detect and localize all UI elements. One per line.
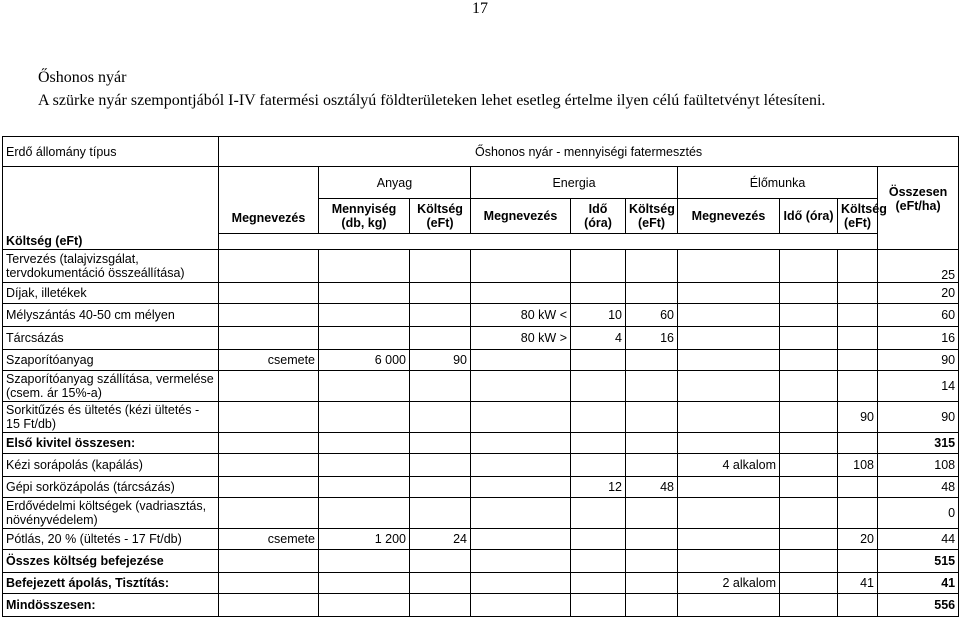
energy-cost [626, 283, 678, 304]
material-name [219, 573, 319, 594]
header-forest-type: Erdő állomány típus [3, 137, 219, 167]
energy-cost [626, 433, 678, 454]
material-name [219, 283, 319, 304]
table-row [3, 350, 959, 371]
material-quantity [319, 594, 410, 617]
table-row [3, 402, 959, 433]
table-row [3, 477, 959, 498]
material-name [219, 498, 319, 529]
row-total: 556 [878, 594, 959, 617]
header-time-energy: Idő (óra) [571, 199, 626, 234]
labour-time [780, 498, 838, 529]
material-name [219, 371, 319, 402]
labour-cost [838, 477, 878, 498]
labour-time [780, 454, 838, 477]
table-row [3, 371, 959, 402]
energy-time: 12 [571, 477, 626, 498]
header-group-labour: Élőmunka [678, 167, 878, 199]
labour-name: 2 alkalom [678, 573, 780, 594]
material-name [219, 250, 319, 283]
material-quantity [319, 304, 410, 327]
header-main: Őshonos nyár - mennyiségi fatermesztés [219, 137, 959, 167]
header-cost-label: Költség (eFt) [3, 234, 219, 250]
header-group-material: Anyag [319, 167, 471, 199]
energy-time [571, 550, 626, 573]
energy-name [471, 350, 571, 371]
material-name: csemete [219, 529, 319, 550]
table-row [3, 327, 959, 350]
labour-time [780, 327, 838, 350]
energy-name: 80 kW < [471, 304, 571, 327]
row-label: Tárcsázás [3, 327, 219, 350]
labour-cost: 41 [838, 573, 878, 594]
row-label: Tervezés (talajvizsgálat, tervdokumentáció összeállítása) [3, 250, 219, 283]
labour-cost [838, 594, 878, 617]
energy-cost [626, 350, 678, 371]
energy-cost: 16 [626, 327, 678, 350]
material-cost [410, 573, 471, 594]
material-cost [410, 402, 471, 433]
labour-name [678, 498, 780, 529]
row-label: Kézi sorápolás (kapálás) [3, 454, 219, 477]
material-quantity [319, 477, 410, 498]
row-total: 48 [878, 477, 959, 498]
material-name [219, 550, 319, 573]
material-quantity [319, 498, 410, 529]
energy-name [471, 550, 571, 573]
row-label: Szaporítóanyag szállítása, vermelése (csem. ár 15%-a) [3, 371, 219, 402]
energy-time [571, 454, 626, 477]
energy-time: 10 [571, 304, 626, 327]
energy-name [471, 454, 571, 477]
material-name: csemete [219, 350, 319, 371]
material-cost [410, 433, 471, 454]
energy-time [571, 371, 626, 402]
labour-name [678, 550, 780, 573]
row-total: 25 [878, 250, 959, 283]
labour-name [678, 594, 780, 617]
labour-time [780, 594, 838, 617]
table-row [3, 433, 959, 454]
row-total: 108 [878, 454, 959, 477]
header-quantity: Mennyiség (db, kg) [319, 199, 410, 234]
header-cost-material: Költség (eFt) [410, 199, 471, 234]
material-name [219, 594, 319, 617]
material-cost: 24 [410, 529, 471, 550]
energy-name: 80 kW > [471, 327, 571, 350]
energy-name [471, 529, 571, 550]
labour-cost [838, 304, 878, 327]
energy-time [571, 283, 626, 304]
row-total: 14 [878, 371, 959, 402]
energy-cost [626, 402, 678, 433]
header-total: Összesen (eFt/ha) [878, 167, 959, 250]
labour-name [678, 304, 780, 327]
labour-time [780, 573, 838, 594]
material-quantity [319, 327, 410, 350]
material-name [219, 402, 319, 433]
material-name [219, 433, 319, 454]
energy-cost [626, 371, 678, 402]
labour-cost [838, 283, 878, 304]
labour-cost [838, 371, 878, 402]
labour-cost [838, 350, 878, 371]
material-cost [410, 283, 471, 304]
energy-cost [626, 594, 678, 617]
row-total: 515 [878, 550, 959, 573]
labour-time [780, 477, 838, 498]
header-time-labour: Idő (óra) [780, 199, 838, 234]
energy-time [571, 402, 626, 433]
material-cost [410, 498, 471, 529]
labour-cost [838, 550, 878, 573]
material-quantity [319, 573, 410, 594]
labour-time [780, 304, 838, 327]
labour-cost [838, 250, 878, 283]
labour-cost: 108 [838, 454, 878, 477]
labour-cost: 90 [838, 402, 878, 433]
row-label: Sorkitűzés és ültetés (kézi ültetés - 15 Ft/db) [3, 402, 219, 433]
row-total: 44 [878, 529, 959, 550]
row-label: Mélyszántás 40-50 cm mélyen [3, 304, 219, 327]
header-cost-labour: Költség (eFt) [838, 199, 878, 234]
material-quantity: 1 200 [319, 529, 410, 550]
header-group-energy: Energia [471, 167, 678, 199]
labour-time [780, 402, 838, 433]
energy-time [571, 594, 626, 617]
energy-cost [626, 250, 678, 283]
labour-name [678, 529, 780, 550]
material-name [219, 327, 319, 350]
energy-time [571, 433, 626, 454]
energy-time: 4 [571, 327, 626, 350]
material-name [219, 477, 319, 498]
table-row [3, 550, 959, 573]
energy-cost: 60 [626, 304, 678, 327]
row-label: Erdővédelmi költségek (vadriasztás, növényvédelem) [3, 498, 219, 529]
energy-time [571, 350, 626, 371]
labour-time [780, 250, 838, 283]
labour-time [780, 283, 838, 304]
material-cost [410, 550, 471, 573]
energy-cost [626, 529, 678, 550]
material-cost [410, 304, 471, 327]
labour-time [780, 550, 838, 573]
material-cost: 90 [410, 350, 471, 371]
table-row [3, 283, 959, 304]
section-title: Őshonos nyár [38, 69, 127, 86]
energy-name [471, 498, 571, 529]
labour-name [678, 433, 780, 454]
row-label: Első kivitel összesen: [3, 433, 219, 454]
row-label: Szaporítóanyag [3, 350, 219, 371]
labour-name [678, 283, 780, 304]
material-cost [410, 250, 471, 283]
energy-name [471, 283, 571, 304]
cost-table [2, 136, 959, 617]
labour-cost [838, 433, 878, 454]
header-name-energy: Megnevezés [471, 199, 571, 234]
labour-name [678, 250, 780, 283]
material-quantity [319, 402, 410, 433]
material-quantity: 6 000 [319, 350, 410, 371]
header-name-material: Megnevezés [219, 167, 319, 234]
labour-name [678, 402, 780, 433]
header-cost-energy: Költség (eFt) [626, 199, 678, 234]
labour-name [678, 350, 780, 371]
table-row [3, 529, 959, 550]
energy-name [471, 402, 571, 433]
labour-name [678, 477, 780, 498]
labour-name [678, 371, 780, 402]
table-row [3, 573, 959, 594]
table-row [3, 250, 959, 283]
labour-time [780, 433, 838, 454]
energy-cost [626, 498, 678, 529]
energy-cost [626, 573, 678, 594]
table-row [3, 454, 959, 477]
labour-time [780, 529, 838, 550]
labour-cost: 20 [838, 529, 878, 550]
material-quantity [319, 371, 410, 402]
material-cost [410, 371, 471, 402]
energy-cost: 48 [626, 477, 678, 498]
energy-time [571, 573, 626, 594]
energy-time [571, 498, 626, 529]
material-name [219, 304, 319, 327]
row-label: Mindösszesen: [3, 594, 219, 617]
row-label: Díjak, illetékek [3, 283, 219, 304]
row-total: 16 [878, 327, 959, 350]
table-row [3, 594, 959, 617]
table-row [3, 498, 959, 529]
row-total: 20 [878, 283, 959, 304]
material-cost [410, 454, 471, 477]
material-quantity [319, 454, 410, 477]
energy-name [471, 433, 571, 454]
section-subtitle: A szürke nyár szempontjából I-IV fatermési osztályú földterületeken lehet esetleg értelme ilyen célú faültetvényt létesíteni. [38, 92, 826, 109]
row-total: 41 [878, 573, 959, 594]
row-label: Befejezett ápolás, Tisztítás: [3, 573, 219, 594]
row-total: 315 [878, 433, 959, 454]
page-number: 17 [472, 0, 488, 17]
labour-time [780, 371, 838, 402]
material-name [219, 454, 319, 477]
energy-time [571, 529, 626, 550]
row-label: Összes költség befejezése [3, 550, 219, 573]
labour-name: 4 alkalom [678, 454, 780, 477]
row-total: 90 [878, 350, 959, 371]
row-total: 90 [878, 402, 959, 433]
labour-name [678, 327, 780, 350]
energy-name [471, 371, 571, 402]
material-cost [410, 477, 471, 498]
material-quantity [319, 283, 410, 304]
material-quantity [319, 433, 410, 454]
labour-time [780, 350, 838, 371]
row-label: Gépi sorközápolás (tárcsázás) [3, 477, 219, 498]
energy-name [471, 477, 571, 498]
energy-name [471, 594, 571, 617]
material-cost [410, 594, 471, 617]
material-cost [410, 327, 471, 350]
row-label: Pótlás, 20 % (ültetés - 17 Ft/db) [3, 529, 219, 550]
material-quantity [319, 550, 410, 573]
labour-cost [838, 498, 878, 529]
row-total: 0 [878, 498, 959, 529]
header-name-labour: Megnevezés [678, 199, 780, 234]
material-quantity [319, 250, 410, 283]
energy-cost [626, 550, 678, 573]
energy-time [571, 250, 626, 283]
energy-cost [626, 454, 678, 477]
row-total: 60 [878, 304, 959, 327]
table-row [3, 304, 959, 327]
labour-cost [838, 327, 878, 350]
energy-name [471, 573, 571, 594]
energy-name [471, 250, 571, 283]
